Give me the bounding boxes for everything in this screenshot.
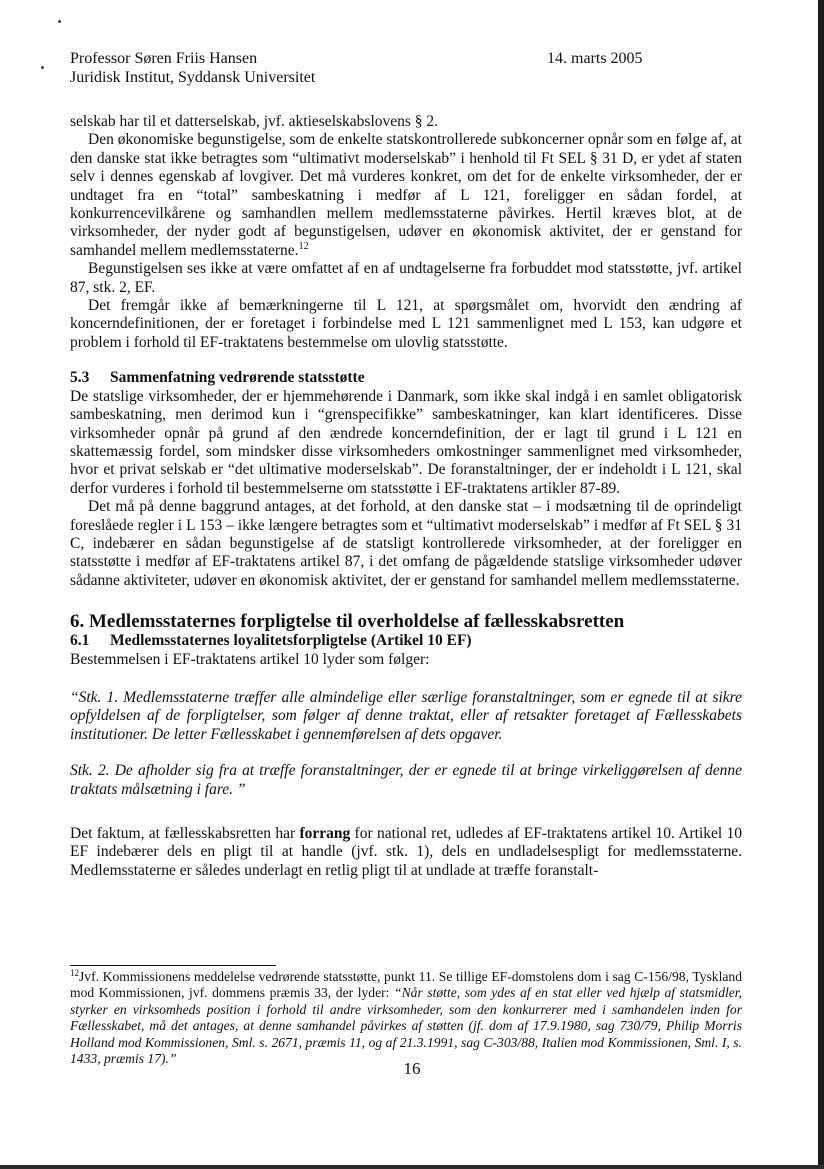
block-quote: Stk. 2. De afholder sig fra at træffe foranstaltninger, der er egnede til at bringe virkeliggørelsen af denne traktats målsætning i fare. ” — [70, 762, 742, 798]
footnote: $^{12}$Jvf. Kommissionens meddelelse vedrørende statsstøtte, punkt 11. Se tillige EF-domstolens dom i sag C-156/98, Tyskland mod Kommissionen, jvf. dommens præmis 33, der lyder: “Når støtte, som ydes af en stat eller ved hjælp af statsmidler, styrker en virksomheds position i forhold til andre virksomheder, som den konkurrerer med i samhandelen inden for Fællesskabet, må det antages, at denne samhandel påvirkes af støtten (jf. dom af 17.9.1980, sag 730/79, Philip Morris Holland mod Kommissionen, Sml. s. 2671, præmis 11, og af 21.3.1991, sag C-303/88, Italien mod Kommissionen, Sml. I, s. 1433, præmis 17).” — [70, 968, 742, 1067]
paragraph: Den økonomiske begunstigelse, som de enkelte statskontrollerede subkoncerner opnår som en følge af, at den danske stat ikke betragtes som “ultimativt moderselskab” i henhold til Ft SEL § 31 D, er ydet af staten selv i dennes egenskab af lovgiver. Det må vurderes konkret, om det for de enkelte virksomheder, der er undtaget fra en “total” sambeskatning i medfør af L 121, foreligger en sådan fordel, at konkurrencevilkårene og samhandlen mellem medlemsstaterne påvirkes. Hertil kræves blot, at de virksomheder, der nyder godt af begunstigelsen, udøver en økonomisk aktivitet, der er genstand for samhandel mellem medlemsstaterne.$^{12}$ — [70, 131, 742, 259]
footnote-quote: “Når støtte, som ydes af en stat eller ved hjælp af statsmidler, styrker en virksomheds position i forhold til andre virksomheder, som den konkurrerer med i samhandelen inden for Fællesskabet, må det antages, at denne samhandel påvirkes af støtten (jf. dom af 17.9.1980, sag 730/79, Philip Morris Holland mod Kommissionen, Sml. s. 2671, præmis 11, og af 21.3.1991, sag C-303/88, Italien mod Kommissionen, Sml. I, s. 1433, præmis 17).” — [70, 985, 742, 1067]
scan-speck — [58, 20, 61, 23]
footnote-reference[interactable]: 12 — [298, 240, 309, 252]
document-body — [70, 113, 742, 880]
header-author: Professor Søren Friis Hansen — [70, 50, 258, 67]
scan-edge-right — [818, 0, 824, 1169]
section-heading-6-1: 6.1 Medlemsstaternes loyalitetsforpligtelse (Artikel 10 EF) — [70, 632, 472, 650]
page-header-left — [70, 49, 315, 87]
paragraph: Det må på denne baggrund antages, at det forhold, at den danske stat – i modsætning til de oprindeligt foreslåede regler i L 153 – ikke længere betragtes som et “ultimativt moderselskab” i medfør af Ft SEL § 31 C, indebærer en sådan begunstigelse af de statsligt kontrollerede virksomheder, at der foreligger en statsstøtte i medfør af EF-traktatens artikel 87, i det omfang de pågældende statslige virksomheder udøver sådanne aktiviteter, udøver en økonomisk aktivitet, der er genstand for samhandel mellem medlemsstaterne. — [70, 498, 742, 589]
bold-term: forrang — [299, 825, 351, 842]
paragraph: Det fremgår ikke af bemærkningerne til L 121, at spørgsmålet om, hvorvidt den ændring af koncerndefinitionen, der er foretaget i forbindelse med L 121 sammenlignet med L 153, kan udgøre et problem i forhold til EF-traktatens bestemmelse om ulovlig statsstøtte. — [70, 297, 742, 351]
section-heading-6: 6. Medlemsstaternes forpligtelse til overholdelse af fællesskabsretten — [70, 611, 625, 633]
section-heading-5-3: 5.3 Sammenfatning vedrørende statsstøtte — [70, 369, 365, 387]
header-date: 14. marts 2005 — [547, 50, 643, 67]
paragraph: De statslige virksomheder, der er hjemmehørende i Danmark, som ikke skal indgå i en samlet obligatorisk sambeskatning, men derimod kun i “grenspecifikke” sambeskatninger, kan klart identificeres. Disse virksomheder opnår på grund af den ændrede koncerndefinition, der er lagt til grund i L 121 en skattemæssig fordel, som mindsker disse virksomheders omkostninger sammenlignet med virksomheder, hvor et privat selskab er “det ultimative moderselskab”. De foranstaltninger, der er indeholdt i L 121, skal derfor vurderes i forhold til bestemmelserne om statsstøtte i EF-traktatens artikler 87-89. — [70, 387, 742, 497]
header-institution: Juridisk Institut, Syddansk Universitet — [70, 69, 316, 86]
scan-edge-bottom — [0, 1165, 824, 1169]
paragraph: Begunstigelsen ses ikke at være omfattet af en af undtagelserne fra forbuddet mod statsstøtte, jvf. artikel 87, stk. 2, EF. — [70, 260, 742, 296]
paragraph: selskab har til et datterselskab, jvf. aktieselskabslovens § 2. — [70, 113, 439, 130]
block-quote: “Stk. 1. Medlemsstaterne træffer alle almindelige eller særlige foranstaltninger, som er egnede til at sikre opfyldelsen af de forpligtelser, som følger af denne traktat, eller af retsakter foretaget af Fællesskabets institutioner. De letter Fællesskabet i gennemførelsen af dets opgaver. — [70, 688, 742, 743]
paragraph: Bestemmelsen i EF-traktatens artikel 10 lyder som følger: — [70, 650, 430, 668]
page-number: 16 — [403, 1059, 421, 1078]
scan-speck — [41, 66, 44, 69]
footnote-separator — [70, 965, 276, 966]
footnote-marker: 12 — [70, 968, 79, 978]
paragraph: Det faktum, at fællesskabsretten har forrang for national ret, udledes af EF-traktatens artikel 10. Artikel 10 EF indebærer dels en pligt til at handle (jvf. stk. 1), dels en undladelsespligt for medlemsstaterne. Medlemsstaterne er således underlagt en retlig pligt til at undlade at træffe foranstalt- — [70, 825, 742, 879]
